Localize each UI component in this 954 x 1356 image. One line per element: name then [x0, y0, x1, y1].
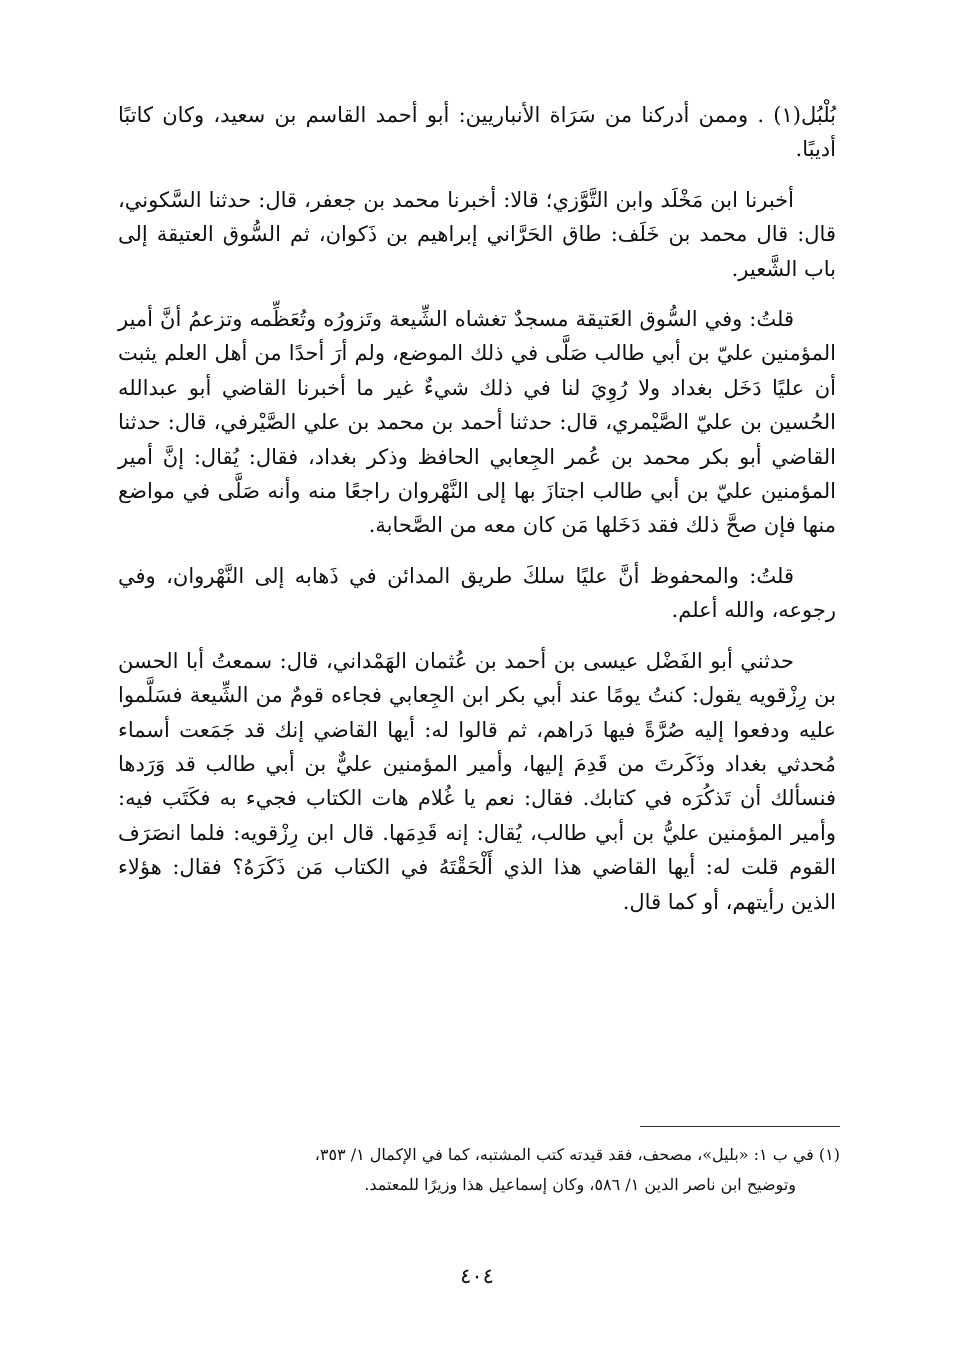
main-text	[118, 98, 836, 919]
footnote-separator	[640, 1126, 840, 1127]
paragraph-1: بُلْبُل(١) . وممن أدركنا من سَرَاة الأنباريين: أبو أحمد القاسم بن سعيد، وكان كاتبًا أديبًا.	[118, 103, 836, 162]
paragraph-5: حدثني أبو الفَضْل عيسى بن أحمد بن عُثمان الهَمْداني، قال: سمعتُ أبا الحسن بن رِزْقويه يقول: كنتُ يومًا عند أبي بكر ابن الجِعابي فجاءه قومٌ من الشِّيعة فسَلَّموا عليه ودفعوا إليه صُرَّةً فيها دَراهم، ثم قالوا له: أيها القاضي إنك قد جَمَعت أسماء مُحدثي بغداد وذَكَرتَ من قَدِمَ إليها، وأمير المؤمنين عليٌّ بن أبي طالب قد وَرَدها فنسألك أن تَذكُرَه في كتابك. فقال: نعم يا غُلام هات الكتاب فجيء به فكَتَب فيه: وأمير المؤمنين عليُّ بن أبي طالب، يُقال: إنه قَدِمَها. قال ابن رِزْقويه: فلما انصَرَف القوم قلت له: أيها القاضي هذا الذي أَلْحَقْتَهُ في الكتاب مَن ذَكَرَهُ؟ فقال: هؤلاء الذين رأيتهم، أو كما قال.	[118, 648, 836, 914]
paragraph-3: قلتُ: وفي السُّوق العَتيقة مسجدٌ تغشاه الشِّيعة وتَزورُه وتُعَظِّمه وتزعمُ أنَّ أمير المؤمنين عليّ بن أبي طالب صَلَّى في ذلك الموضع، ولم أرَ أحدًا من أهل العلم يثبت أن عليًا دَخَل بغداد ولا رُوِيَ لنا في ذلك شيءٌ غير ما أخبرنا القاضي أبو عبدالله الحُسين بن عليّ الصَّيْمري، قال: حدثنا أحمد بن محمد بن علي الصَّيْرفي، قال: حدثنا القاضي أبو بكر محمد بن عُمر الجِعابي الحافظ وذكر بغداد، فقال: يُقال: إنَّ أمير المؤمنين عليّ بن أبي طالب اجتازَ بها إلى النَّهْروان راجعًا منه وأنه صَلَّى في مواضع منها فإن صحَّ ذلك فقد دَخَلها مَن كان معه من الصَّحابة.	[118, 307, 836, 538]
page-number: ٤٠٤	[460, 1264, 494, 1288]
footnote-line-1: (١) في ب ١: «بليل»، مصحف، فقد قيدته كتب المشتبه، كما في الإكمال ١/ ٣٥٣،	[314, 1145, 840, 1164]
footnote-line-2: وتوضيح ابن ناصر الدين ١/ ٥٨٦، وكان إسماعيل هذا وزيرًا للمعتمد.	[364, 1175, 796, 1194]
paragraph-4: قلتُ: والمحفوظ أنَّ عليًا سلكَ طريق المدائن في ذَهابه إلى النَّهْروان، وفي رجوعه، والله أعلم.	[118, 563, 836, 623]
footnotes	[110, 1140, 840, 1200]
paragraph-2: أخبرنا ابن مَخْلَد وابن التَّوَّزي؛ قالا: أخبرنا محمد بن جعفر، قال: حدثنا السَّكوني، قال: قال محمد بن خَلَف: طاق الحَرَّاني إبراهيم بن ذَكوان، ثم السُّوق العتيقة إلى باب الشَّعير.	[118, 187, 836, 281]
